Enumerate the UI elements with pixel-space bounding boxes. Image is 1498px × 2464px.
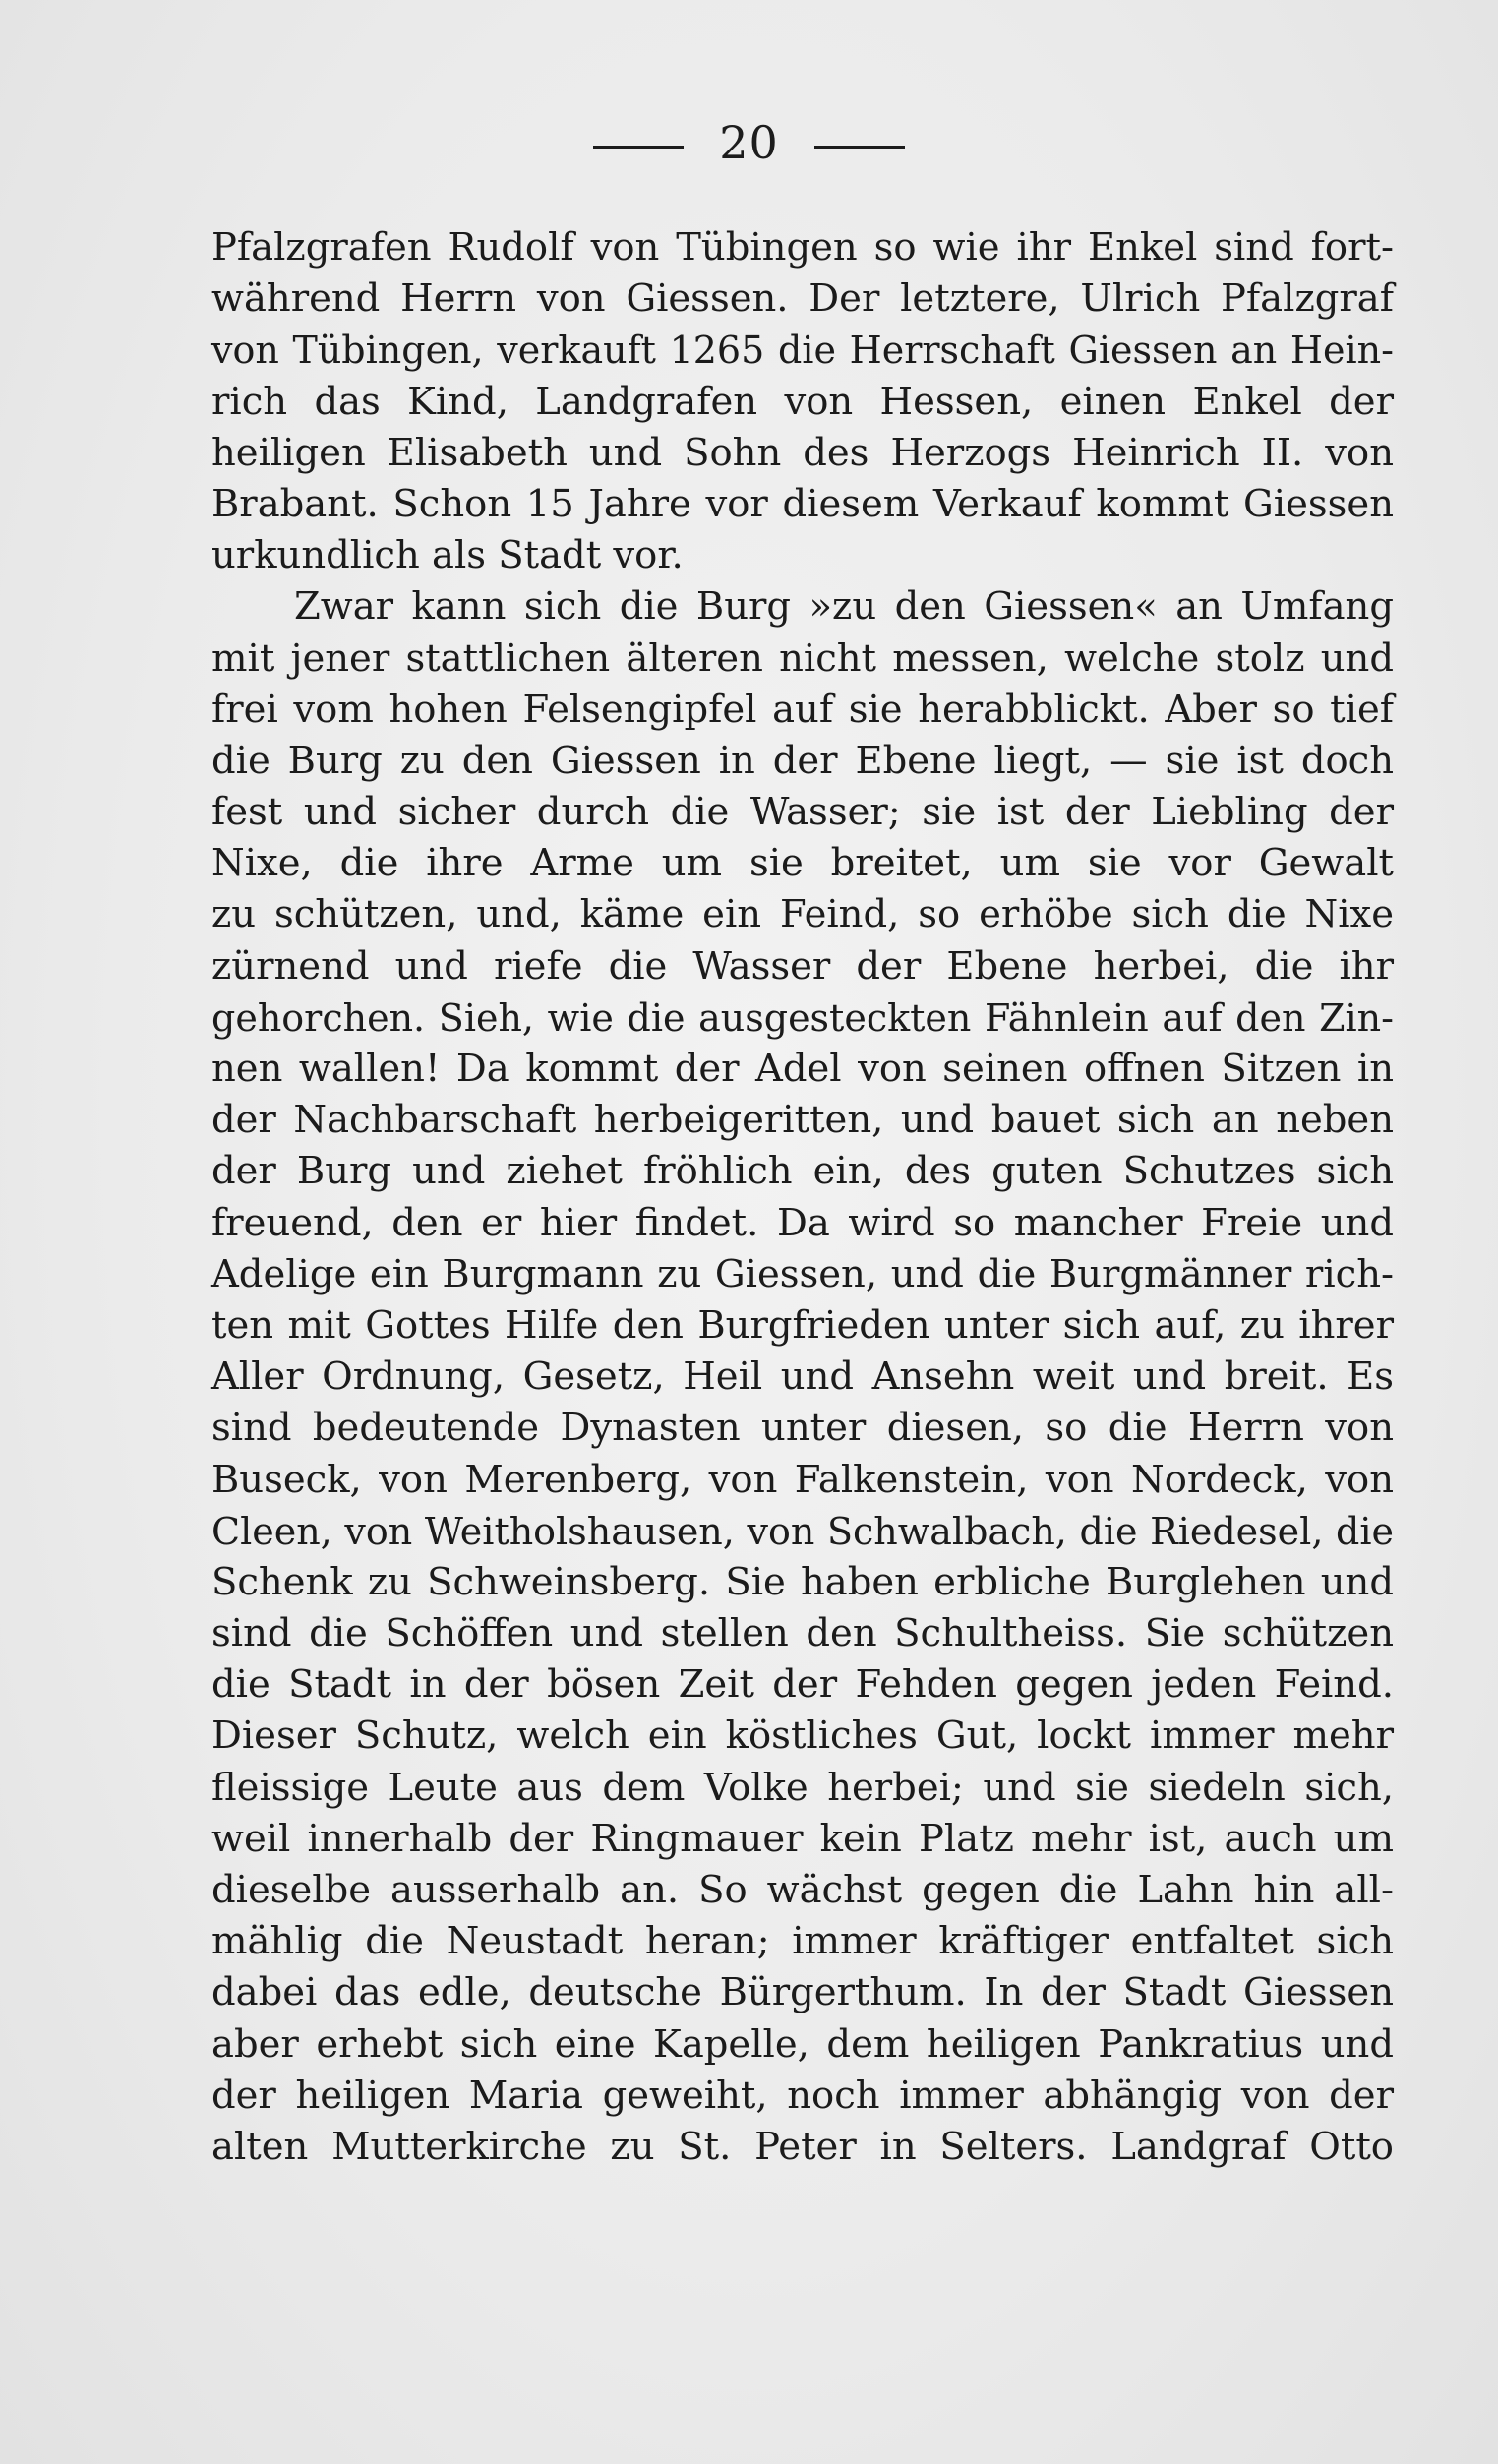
text-line: Buseck, von Merenberg, von Falkenstein, von Nordeck, von: [211, 1457, 1394, 1502]
text-line: Zwar kann sich die Burg »zu den Giessen« an Umfang: [294, 584, 1394, 630]
text-line: dieselbe ausserhalb an. So wächst gegen die Lahn hin all-: [211, 1868, 1394, 1912]
text-line: der Nachbarschaft herbeigeritten, und bauet sich an neben: [211, 1098, 1394, 1143]
text-line: nen wallen! Da kommt der Adel von seinen offnen Sitzen in: [211, 1047, 1394, 1091]
text-line: fleissige Leute aus dem Volke herbei; und sie siedeln sich,: [211, 1765, 1394, 1810]
text-line: dabei das edle, deutsche Bürgerthum. In der Stadt Giessen: [211, 1970, 1394, 2015]
text-line: sind die Schöffen und stellen den Schultheiss. Sie schützen: [211, 1611, 1394, 1656]
text-line: Cleen, von Weitholshausen, von Schwalbach, die Riedesel, die: [211, 1509, 1394, 1553]
header-dash-left: [593, 146, 684, 149]
text-line: Dieser Schutz, welch ein köstliches Gut, lockt immer mehr: [211, 1713, 1394, 1759]
text-line: ten mit Gottes Hilfe den Burgfrieden unter sich auf, zu ihrer: [211, 1302, 1394, 1348]
text-line: urkundlich als Stadt vor.: [211, 533, 684, 578]
text-line: aber erhebt sich eine Kapelle, dem heiligen Pankratius und: [211, 2021, 1394, 2067]
text-line: Pfalzgrafen Rudolf von Tübingen so wie ihr Enkel sind fort-: [211, 225, 1394, 270]
text-line: gehorchen. Sieh, wie die ausgesteckten Fähnlein auf den Zin-: [211, 995, 1394, 1040]
text-line: von Tübingen, verkauft 1265 die Herrschaft Giessen an Hein-: [211, 329, 1394, 373]
text-line: der Burg und ziehet fröhlich ein, des guten Schutzes sich: [211, 1149, 1394, 1194]
text-line: rich das Kind, Landgrafen von Hessen, einen Enkel der: [211, 379, 1394, 424]
text-line: freuend, den er hier findet. Da wird so mancher Freie und: [211, 1200, 1394, 1245]
text-line: frei vom hohen Felsengipfel auf sie herabblickt. Aber so tief: [211, 687, 1394, 732]
text-line: mählig die Neustadt heran; immer kräftiger entfaltet sich: [211, 1919, 1394, 1964]
text-line: heiligen Elisabeth und Sohn des Herzogs Heinrich II. von: [211, 430, 1394, 475]
text-line: sind bedeutende Dynasten unter diesen, so die Herrn von: [211, 1406, 1394, 1451]
text-line: die Stadt in der bösen Zeit der Fehden gegen jeden Feind.: [211, 1662, 1394, 1708]
header-dash-right: [814, 146, 905, 149]
text-line: Adelige ein Burgmann zu Giessen, und die Burgmänner rich-: [211, 1251, 1394, 1296]
text-line: zürnend und riefe die Wasser der Ebene herbei, die ihr: [211, 943, 1394, 989]
text-line: während Herrn von Giessen. Der letztere, Ulrich Pfalzgraf: [211, 276, 1394, 322]
text-line: die Burg zu den Giessen in der Ebene liegt, — sie ist doch: [211, 738, 1394, 783]
body-text: [211, 222, 1394, 2173]
text-line: mit jener stattlichen älteren nicht messen, welche stolz und: [211, 635, 1394, 681]
text-line: der heiligen Maria geweiht, noch immer abhängig von der: [211, 2073, 1394, 2118]
text-line: Brabant. Schon 15 Jahre vor diesem Verkauf kommt Giessen: [211, 481, 1394, 526]
text-line: zu schützen, und, käme ein Feind, so erhöbe sich die Nixe: [211, 892, 1394, 937]
text-line: alten Mutterkirche zu St. Peter in Selters. Landgraf Otto: [211, 2124, 1394, 2169]
text-line: Schenk zu Schweinsberg. Sie haben erbliche Burglehen und: [211, 1559, 1394, 1604]
text-line: Aller Ordnung, Gesetz, Heil und Ansehn weit und breit. Es: [211, 1354, 1394, 1400]
text-line: weil innerhalb der Ringmauer kein Platz mehr ist, auch um: [211, 1816, 1394, 1861]
text-line: Nixe, die ihre Arme um sie breitet, um sie vor Gewalt: [211, 841, 1394, 886]
text-line: fest und sicher durch die Wasser; sie ist der Liebling der: [211, 790, 1394, 835]
page-header: [0, 116, 1498, 169]
page-number: 20: [719, 116, 779, 169]
